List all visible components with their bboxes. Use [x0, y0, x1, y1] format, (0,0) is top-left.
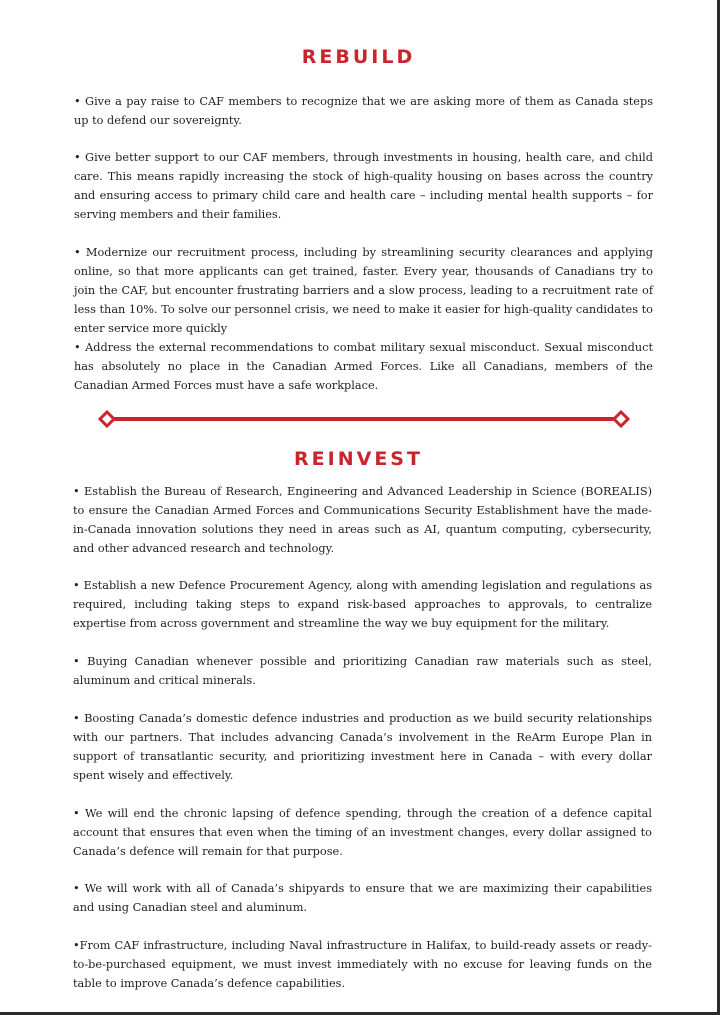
reinvest-item-shipyards: • We will work with all of Canada’s shipyards to ensure that we are maximizing their capabilities and using Canadian steel and aluminum.	[73, 882, 652, 914]
section-divider	[97, 407, 631, 431]
rebuild-heading: REBUILD	[301, 46, 416, 68]
reinvest-item-infrastructure: •From CAF infrastructure, including Naval infrastructure in Halifax, to build-ready assets or ready-to-be-purchased equipment, we must invest immediately with no excuse for leaving funds on the table to improve Canada’s defence capabilities.	[73, 939, 652, 990]
divider-diamond-left-icon	[100, 412, 114, 426]
reinvest-item-borealis: • Establish the Bureau of Research, Engineering and Advanced Leadership in Science (BOREALIS) to ensure the Canadian Armed Forces and Communications Security Establishment have the made-in-Canada innovation solutions they need in areas such as AI, quantum computing, cybersecurity, and other advanced research and technology.	[73, 485, 652, 555]
reinvest-item-buy-canadian: • Buying Canadian whenever possible and prioritizing Canadian raw materials such as steel, aluminum and critical minerals.	[73, 655, 652, 687]
rebuild-item-pay-raise: • Give a pay raise to CAF members to recognize that we are asking more of them as Canada steps up to defend our sovereignty.	[74, 95, 653, 127]
reinvest-item-domestic-industry: • Boosting Canada’s domestic defence industries and production as we build security relationships with our partners. That includes advancing Canada’s involvement in the ReArm Europe Plan in support of transatlantic security, and prioritizing investment here in Canada – with every dollar spent wisely and effectively.	[73, 712, 652, 782]
rebuild-item-support: • Give better support to our CAF members, through investments in housing, health care, and child care. This means rapidly increasing the stock of high-quality housing on bases across the country and ensuring access to primary child care and health care – including mental health supports – for serving members and their families.	[74, 151, 653, 221]
divider-diamond-right-icon	[614, 412, 628, 426]
rebuild-item-recruitment: • Modernize our recruitment process, including by streamlining security clearances and applying online, so that more applicants can get trained, faster. Every year, thousands of Canadians try to join the CAF, but encounter frustrating barriers and a slow process, leading to a recruitment rate of less than 10%. To solve our personnel crisis, we need to make it easier for high-quality candidates to enter service more quickly	[74, 246, 653, 335]
reinvest-item-procurement: • Establish a new Defence Procurement Agency, along with amending legislation and regulations as required, including taking steps to expand risk-based approaches to approvals, to centralize expertise from across government and streamline the way we buy equipment for the military.	[73, 579, 652, 630]
reinvest-heading: REINVEST	[294, 448, 423, 470]
reinvest-item-spending: • We will end the chronic lapsing of defence spending, through the creation of a defence capital account that ensures that even when the timing of an investment changes, every dollar assigned to Canada’s defence will remain for that purpose.	[73, 807, 652, 858]
rebuild-item-misconduct: • Address the external recommendations to combat military sexual misconduct. Sexual misconduct has absolutely no place in the Canadian Armed Forces. Like all Canadians, members of the Canadian Armed Forces must have a safe workplace.	[74, 341, 653, 392]
